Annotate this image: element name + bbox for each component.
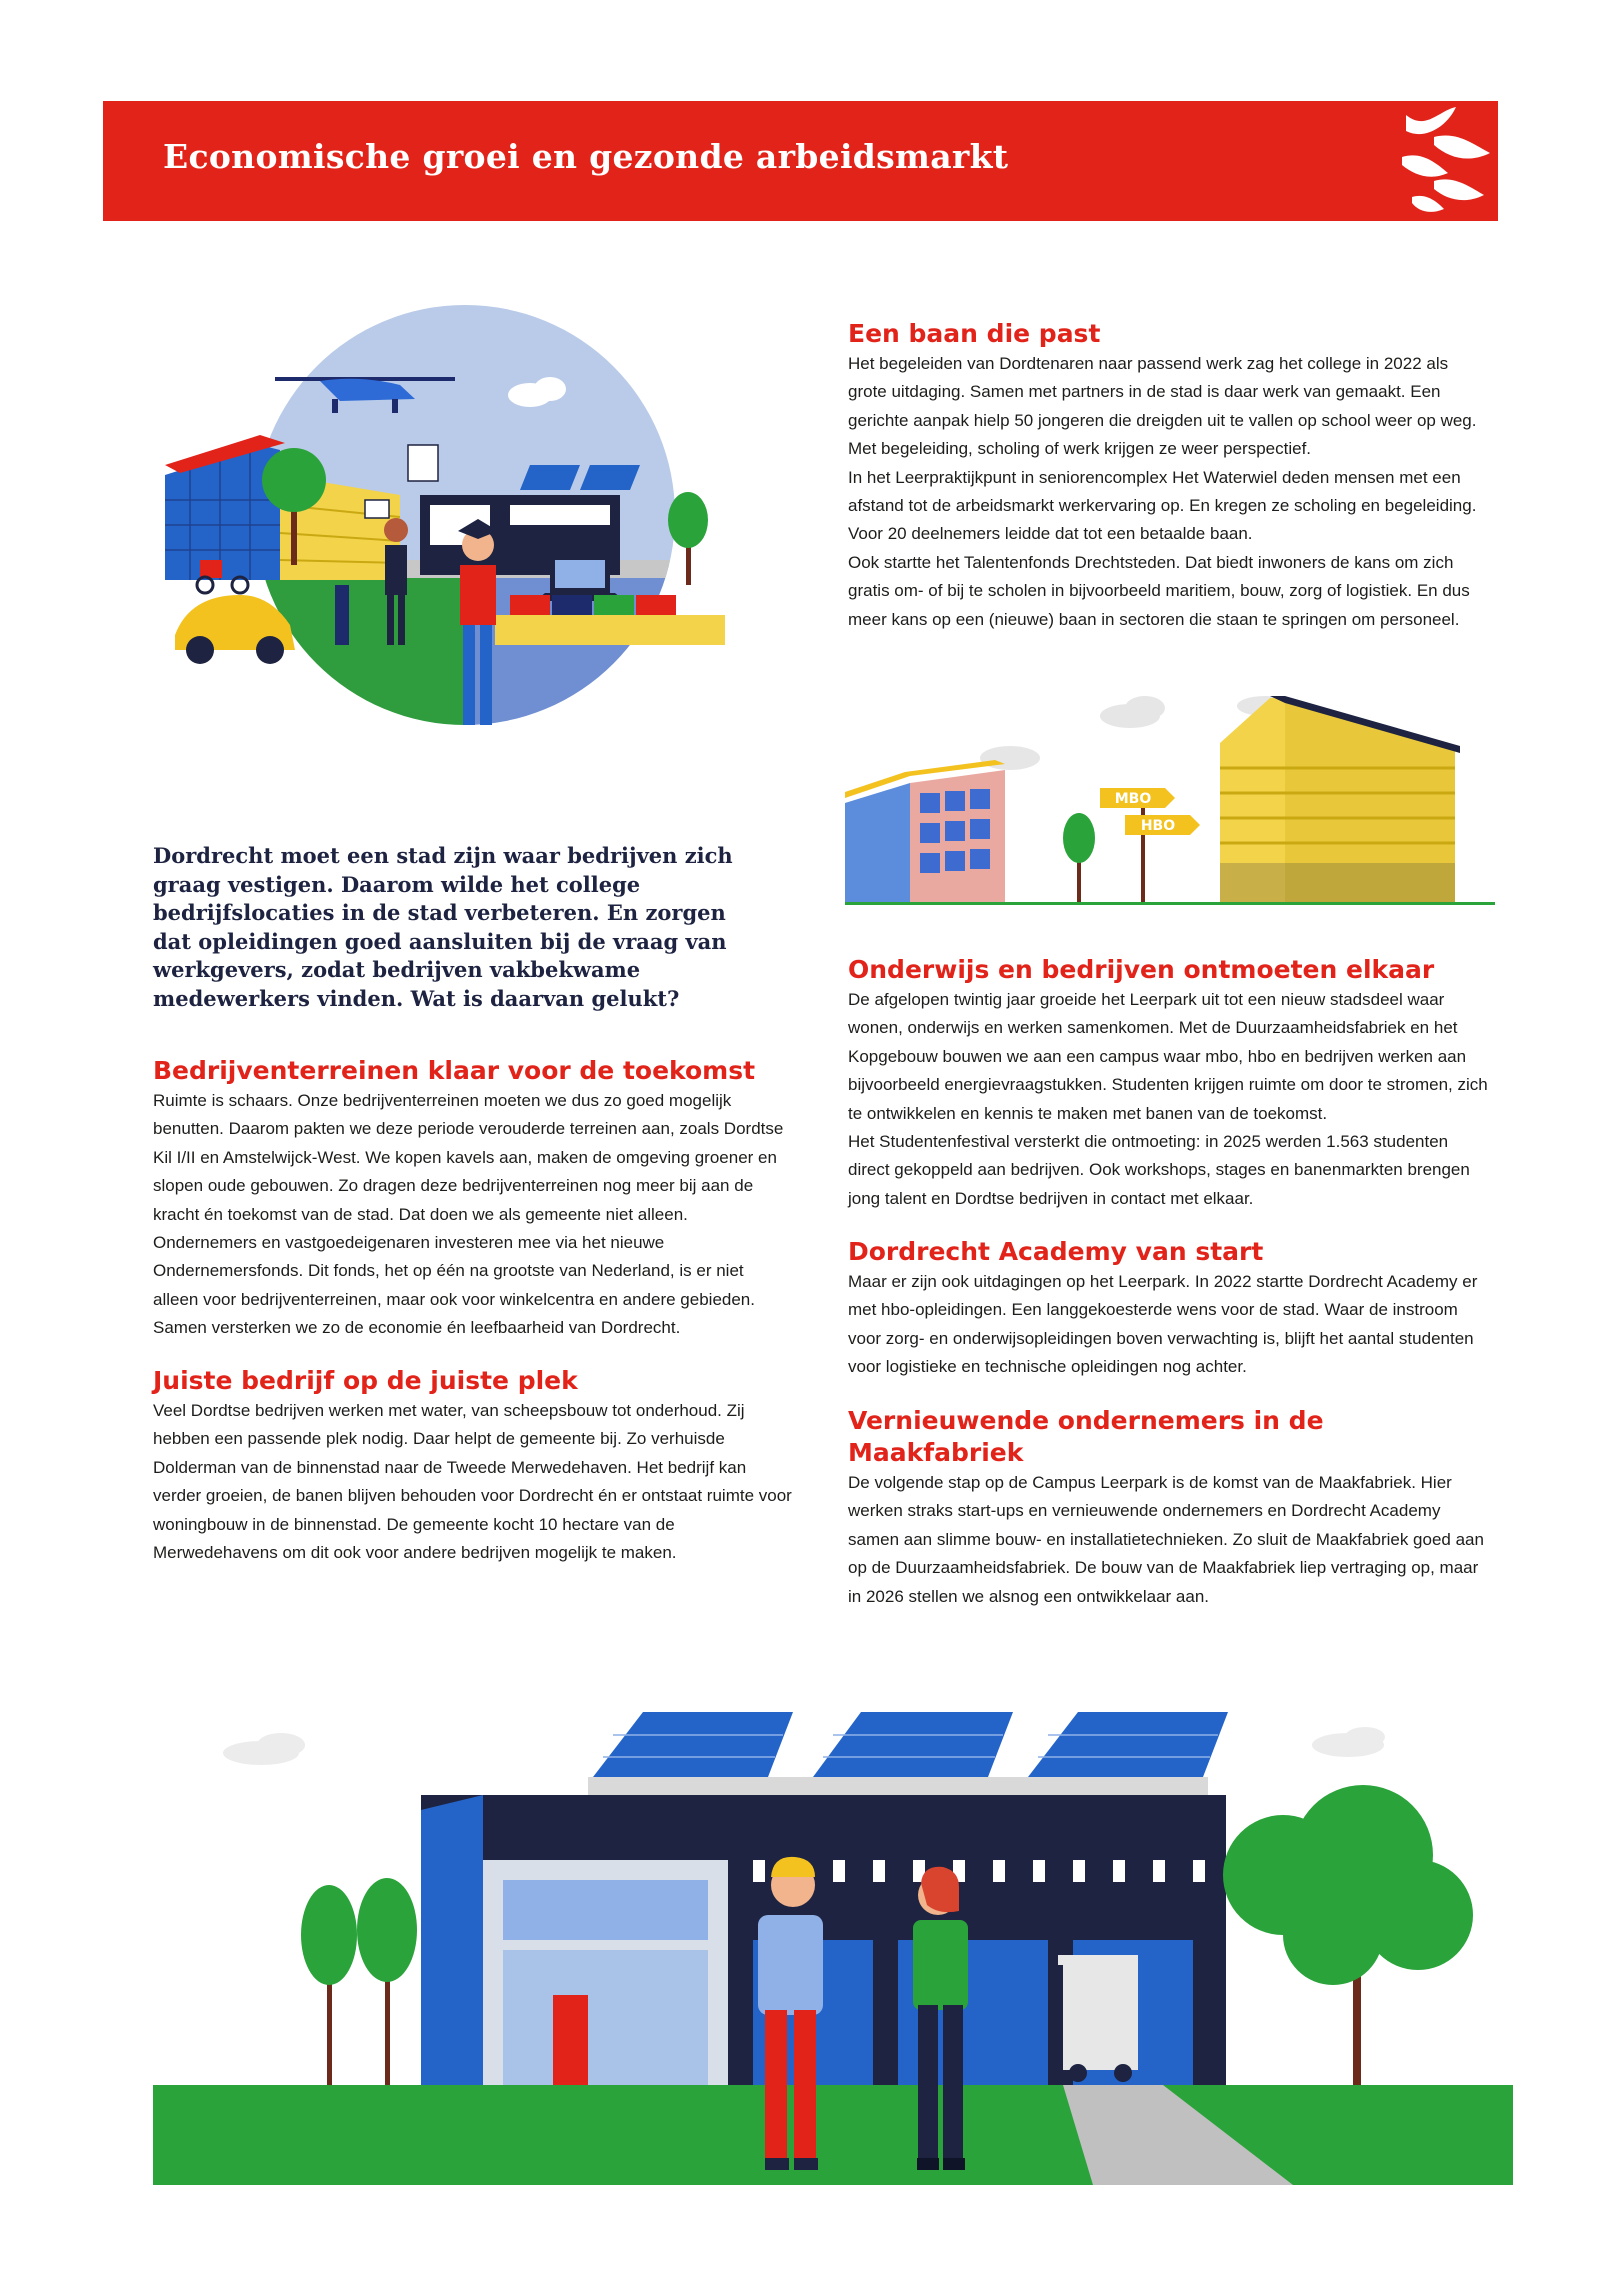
page-title: Economische groei en gezonde arbeidsmarkt [163,137,1009,176]
section-body-onderwijs: De afgelopen twintig jaar groeide het Leerpark uit tot een nieuw stadsdeel waar wonen, onderwijs en werken samenkomen. Met de Duurzaamheidsfabriek en het Kopgebouw bouwen we aan een campus waar mbo, hbo en bedrijven werken aan bijvoorbeeld energievraagstukken. Studenten krijgen ruimte om door te stromen, zich te ontwikkelen en kennis te maken met banen van de toekomst. Het Studentenfestival versterkt die ontmoeting: in 2025 werden 1.563 studenten direct gekoppeld aan bedrijven. Ook workshops, stages en banenmarkten brengen jong talent en Dordtse bedrijven in contact met elkaar. [848,990,1488,1208]
section-title-maakfabriek: Vernieuwende ondernemers in de Maakfabriek [848,1406,1324,1467]
sign-mbo: MBO [1114,791,1152,807]
section-body-academy: Maar er zijn ook uitdagingen op het Leerpark. In 2022 startte Dordrecht Academy er met hbo-opleidingen. Een langgekoesterde wens voor de stad. Waar de instroom voor zorg- en onderwijsopleidingen boven verwachting is, blijft het aantal studenten voor logistieke en technische opleidingen nog achter. [848,1272,1478,1377]
section-title-terreinen: Bedrijventerreinen klaar voor de toekomst [153,1056,756,1085]
section-title-baan: Een baan die past [848,319,1101,348]
dordrecht-logo-icon [1378,101,1498,221]
solar-panel-icon [593,1712,1228,1777]
section-title-plek: Juiste bedrijf op de juiste plek [153,1366,578,1395]
section-body-baan: Het begeleiden van Dordtenaren naar passend werk zag het college in 2022 als grote uitdaging. Samen met partners in de stad is daar werk van gemaakt. Een gerichte aanpak hielp 50 jongeren die dreigden uit te vallen op school weer op weg. Met begeleiding, scholing of werk krijgen ze weer perspectief. In het Leerpraktijkpunt in seniorencomplex Het Waterwiel deden mensen met een afstand tot de arbeidsmarkt werkervaring op. En kregen ze scholing en begeleiding. Voor 20 deelnemers leidde dat tot een betaalde baan. Ook startte het Talentenfonds Drechtsteden. Dat biedt inwoners de kans om zich gratis om- of bij te scholen in bijvoorbeeld maritiem, bouw, zorg of logistiek. En dus meer kans op een (nieuwe) baan in sectoren die staan te springen om personeel. [848,354,1477,629]
section-body-terreinen: Ruimte is schaars. Onze bedrijventerreinen moeten we dus zo goed mogelijk benutten. Daarom pakten we deze periode verouderde terreinen aan, zoals Dordtse Kil I/II en Amstelwijck-West. We kopen kavels aan, maken de omgeving groener en slopen oude gebouwen. Zo dragen deze bedrijventerreinen nog meer bij aan de kracht én toekomst van de stad. Dat doen we als gemeente niet alleen. Ondernemers en vastgoedeigenaren investeren mee via het nieuwe Ondernemersfonds. Dit fonds, het op één na grootste van Nederland, is er niet alleen voor bedrijventerreinen, maar ook voor winkelcentra en andere gebieden. Samen versterken we zo de economie én leefbaarheid van Dordrecht. [153,1091,784,1338]
header-banner [103,101,1498,221]
intro-text: Dordrecht moet een stad zijn waar bedrijven zich graag vestigen. Daarom wilde het college bedrijfslocaties in de stad verbeteren. En zorgen dat opleidingen goed aansluiten bij de vraag van werkgevers, zodat bedrijven vakbekwame medewerkers vinden. Wat is daarvan gelukt? [153,843,733,1011]
sign-hbo: HBO [1140,818,1176,834]
section-body-plek: Veel Dordtse bedrijven werken met water, van scheepsbouw tot onderhoud. Zij hebben een passende plek nodig. Daar helpt de gemeente bij. Zo verhuisde Dolderman van de binnenstad naar de Tweede Merwedehaven. Het bedrijf kan verder groeien, de banen blijven behouden voor Dordrecht én er ontstaat ruimte voor woningbouw in de binnenstad. De gemeente kocht 10 hectare van de Merwedehavens om dit ook voor andere bedrijven mogelijk te maken. [153,1401,792,1563]
economy-illustration [160,305,800,745]
section-body-maakfabriek: De volgende stap op de Campus Leerpark is de komst van de Maakfabriek. Hier werken straks start-ups en vernieuwende ondernemers en Dordrecht Academy samen aan slimme bouw- en installatietechnieken. Zo sluit de Maakfabriek goed aan op de Duurzaamheidsfabriek. De bouw van de Maakfabriek liep vertraging op, maar in 2026 stellen we alsnog een ontwikkelaar aan. [848,1473,1484,1606]
maakfabriek-illustration [153,1665,1513,2185]
section-title-onderwijs: Onderwijs en bedrijven ontmoeten elkaar [848,955,1435,984]
section-title-academy: Dordrecht Academy van start [848,1237,1264,1266]
campus-illustration [845,688,1495,913]
